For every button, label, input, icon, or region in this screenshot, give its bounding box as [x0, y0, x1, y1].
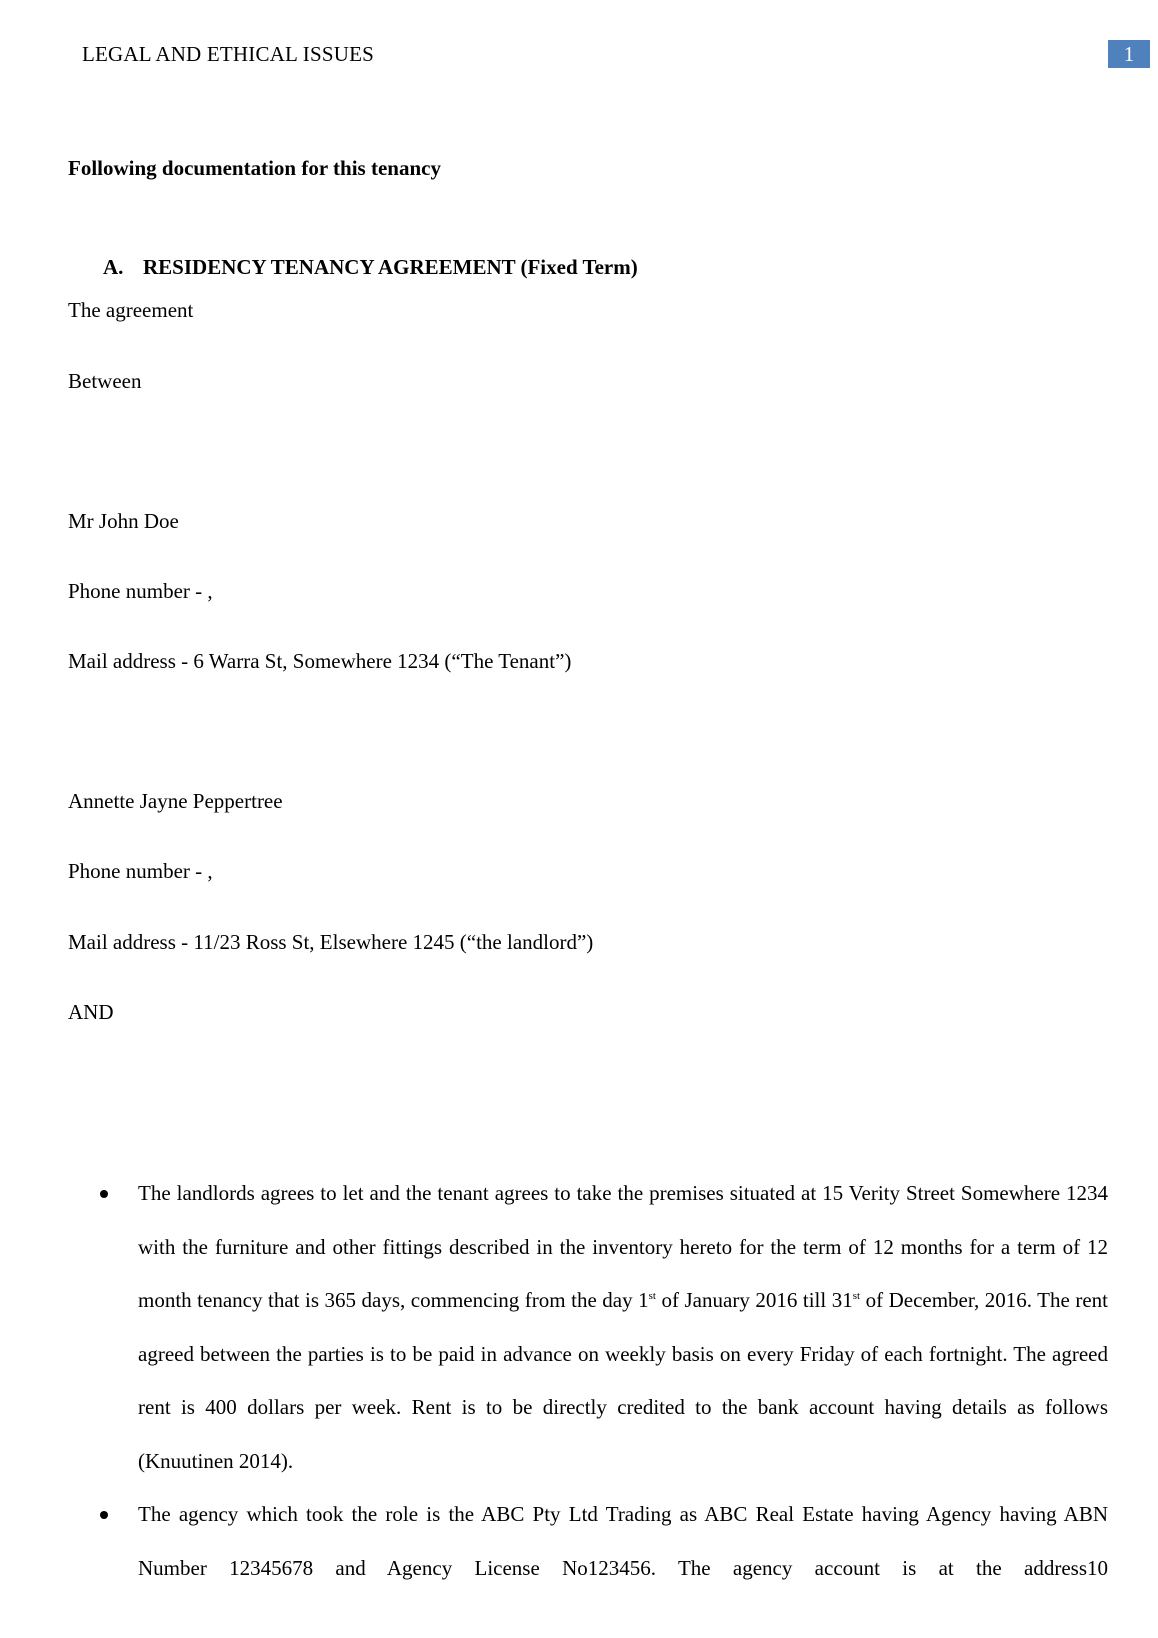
- landlord-name: Annette Jayne Peppertree: [68, 789, 283, 813]
- section-heading: [103, 255, 638, 280]
- landlord-phone: Phone number - ,: [68, 859, 213, 883]
- intro-heading: Following documentation for this tenancy: [68, 156, 441, 180]
- page-number-badge: 1: [1108, 40, 1150, 68]
- agreement-label: The agreement: [68, 298, 194, 322]
- tenant-name: Mr John Doe: [68, 509, 179, 533]
- bullet-dot-icon: [100, 1190, 108, 1198]
- bullet-paragraph: The landlords agrees to let and the tenant agrees to take the premises situated at 15 Verity Street Somewhere 1234 with the furniture and other fittings described in the inventory hereto for the term of 12 months for a term of 12 month tenancy that is 365 days, commencing from the day 1st of January 2016 till 31st of December, 2016. The rent agreed between the parties is to be paid in advance on weekly basis on every Friday of each fortnight. The agreed rent is 400 dollars per week. Rent is to be directly credited to the bank account having details as follows (Knuutinen 2014).: [138, 1181, 1108, 1473]
- between-label: Between: [68, 369, 142, 393]
- landlord-mail-address: Mail address - 11/23 Ross St, Elsewhere 1245 (“the landlord”): [68, 930, 594, 954]
- tenant-mail-address: Mail address - 6 Warra St, Somewhere 1234 (“The Tenant”): [68, 649, 572, 673]
- bullet-item-agency: [98, 1488, 1108, 1595]
- and-label: AND: [68, 1000, 114, 1024]
- section-title: RESIDENCY TENANCY AGREEMENT (Fixed Term): [143, 255, 638, 279]
- section-letter: A.: [103, 255, 124, 279]
- bullet-item-tenancy-terms: [98, 1167, 1108, 1488]
- tenant-phone: Phone number - ,: [68, 579, 213, 603]
- running-header-title: LEGAL AND ETHICAL ISSUES: [82, 42, 374, 66]
- bullet-dot-icon: [100, 1511, 108, 1519]
- bullet-paragraph: The agency which took the role is the ABC Pty Ltd Trading as ABC Real Estate having Agency having ABN Number 12345678 and Agency License No123456. The agency account is at the address10: [138, 1502, 1108, 1580]
- terms-bullet-list: [98, 1167, 1108, 1595]
